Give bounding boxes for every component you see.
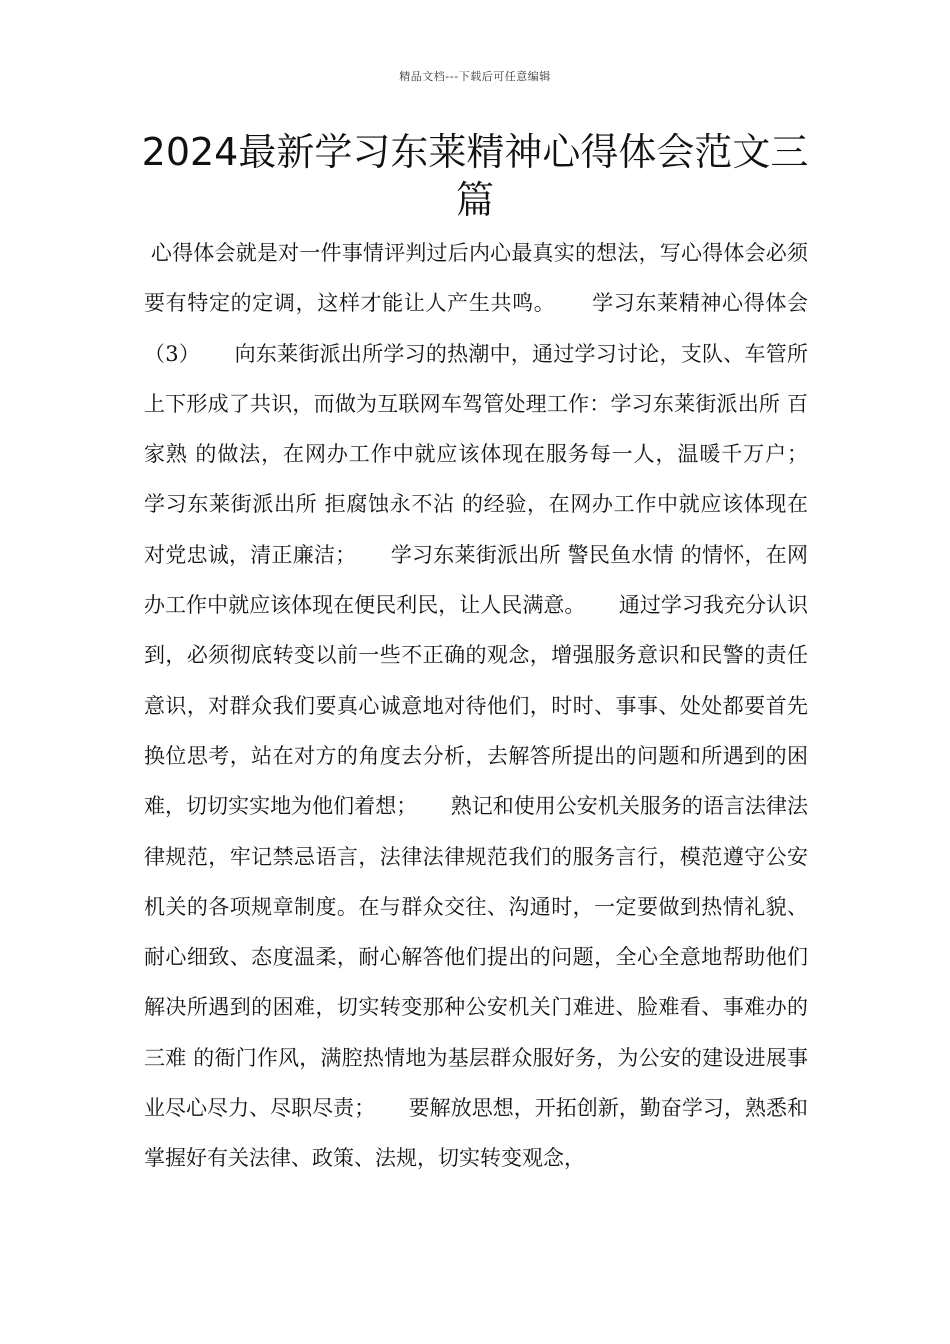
document-title: 2024最新学习东莱精神心得体会范文三篇 [141, 130, 809, 222]
header-note: 精品文档---下载后可任意编辑 [399, 70, 551, 83]
body-paragraph: 心得体会就是对一件事情评判过后内心最真实的想法，写心得体会必须要有特定的定调，这样才能让人产生共鸣。 学习东莱精神心得体会（3） 向东莱街派出所学习的热潮中，通过学习讨论，支队、车管所上下形成了共识，而做为互联网车驾管处理工作：学习东莱街派出所 百家熟 的做法，在网办工作中就应该体现在服务每一人，温暖千万户； 学习东莱街派出所 拒腐蚀永不沾 的经验，在网办工作中就应该体现在对党忠诚，清正廉洁； 学习东莱街派出所 警民鱼水情 的情怀，在网办工作中就应该体现在便民利民，让人民满意。 通过学习我充分认识到，必须彻底转变以前一些不正确的观念，增强服务意识和民警的责任意识，对群众我们要真心诚意地对待他们，时时、事事、处处都要首先换位思考，站在对方的角度去分析，去解答所提出的问题和所遇到的困难，切切实实地为他们着想； 熟记和使用公安机关服务的语言法律法律规范，牢记禁忌语言，法律法律规范我们的服务言行，模范遵守公安机关的各项规章制度。在与群众交往、沟通时，一定要做到热情礼貌、耐心细致、态度温柔，耐心解答他们提出的问题，全心全意地帮助他们解决所遇到的困难，切实转变那种公安机关门难进、脸难看、事难办的 三难 的衙门作风，满腔热情地为基层群众服好务，为公安的建设进展事业尽心尽力、尽职尽责； 要解放思想，开拓创新，勤奋学习，熟悉和掌握好有关法律、政策、法规，切实转变观念， [144, 241, 842, 1171]
